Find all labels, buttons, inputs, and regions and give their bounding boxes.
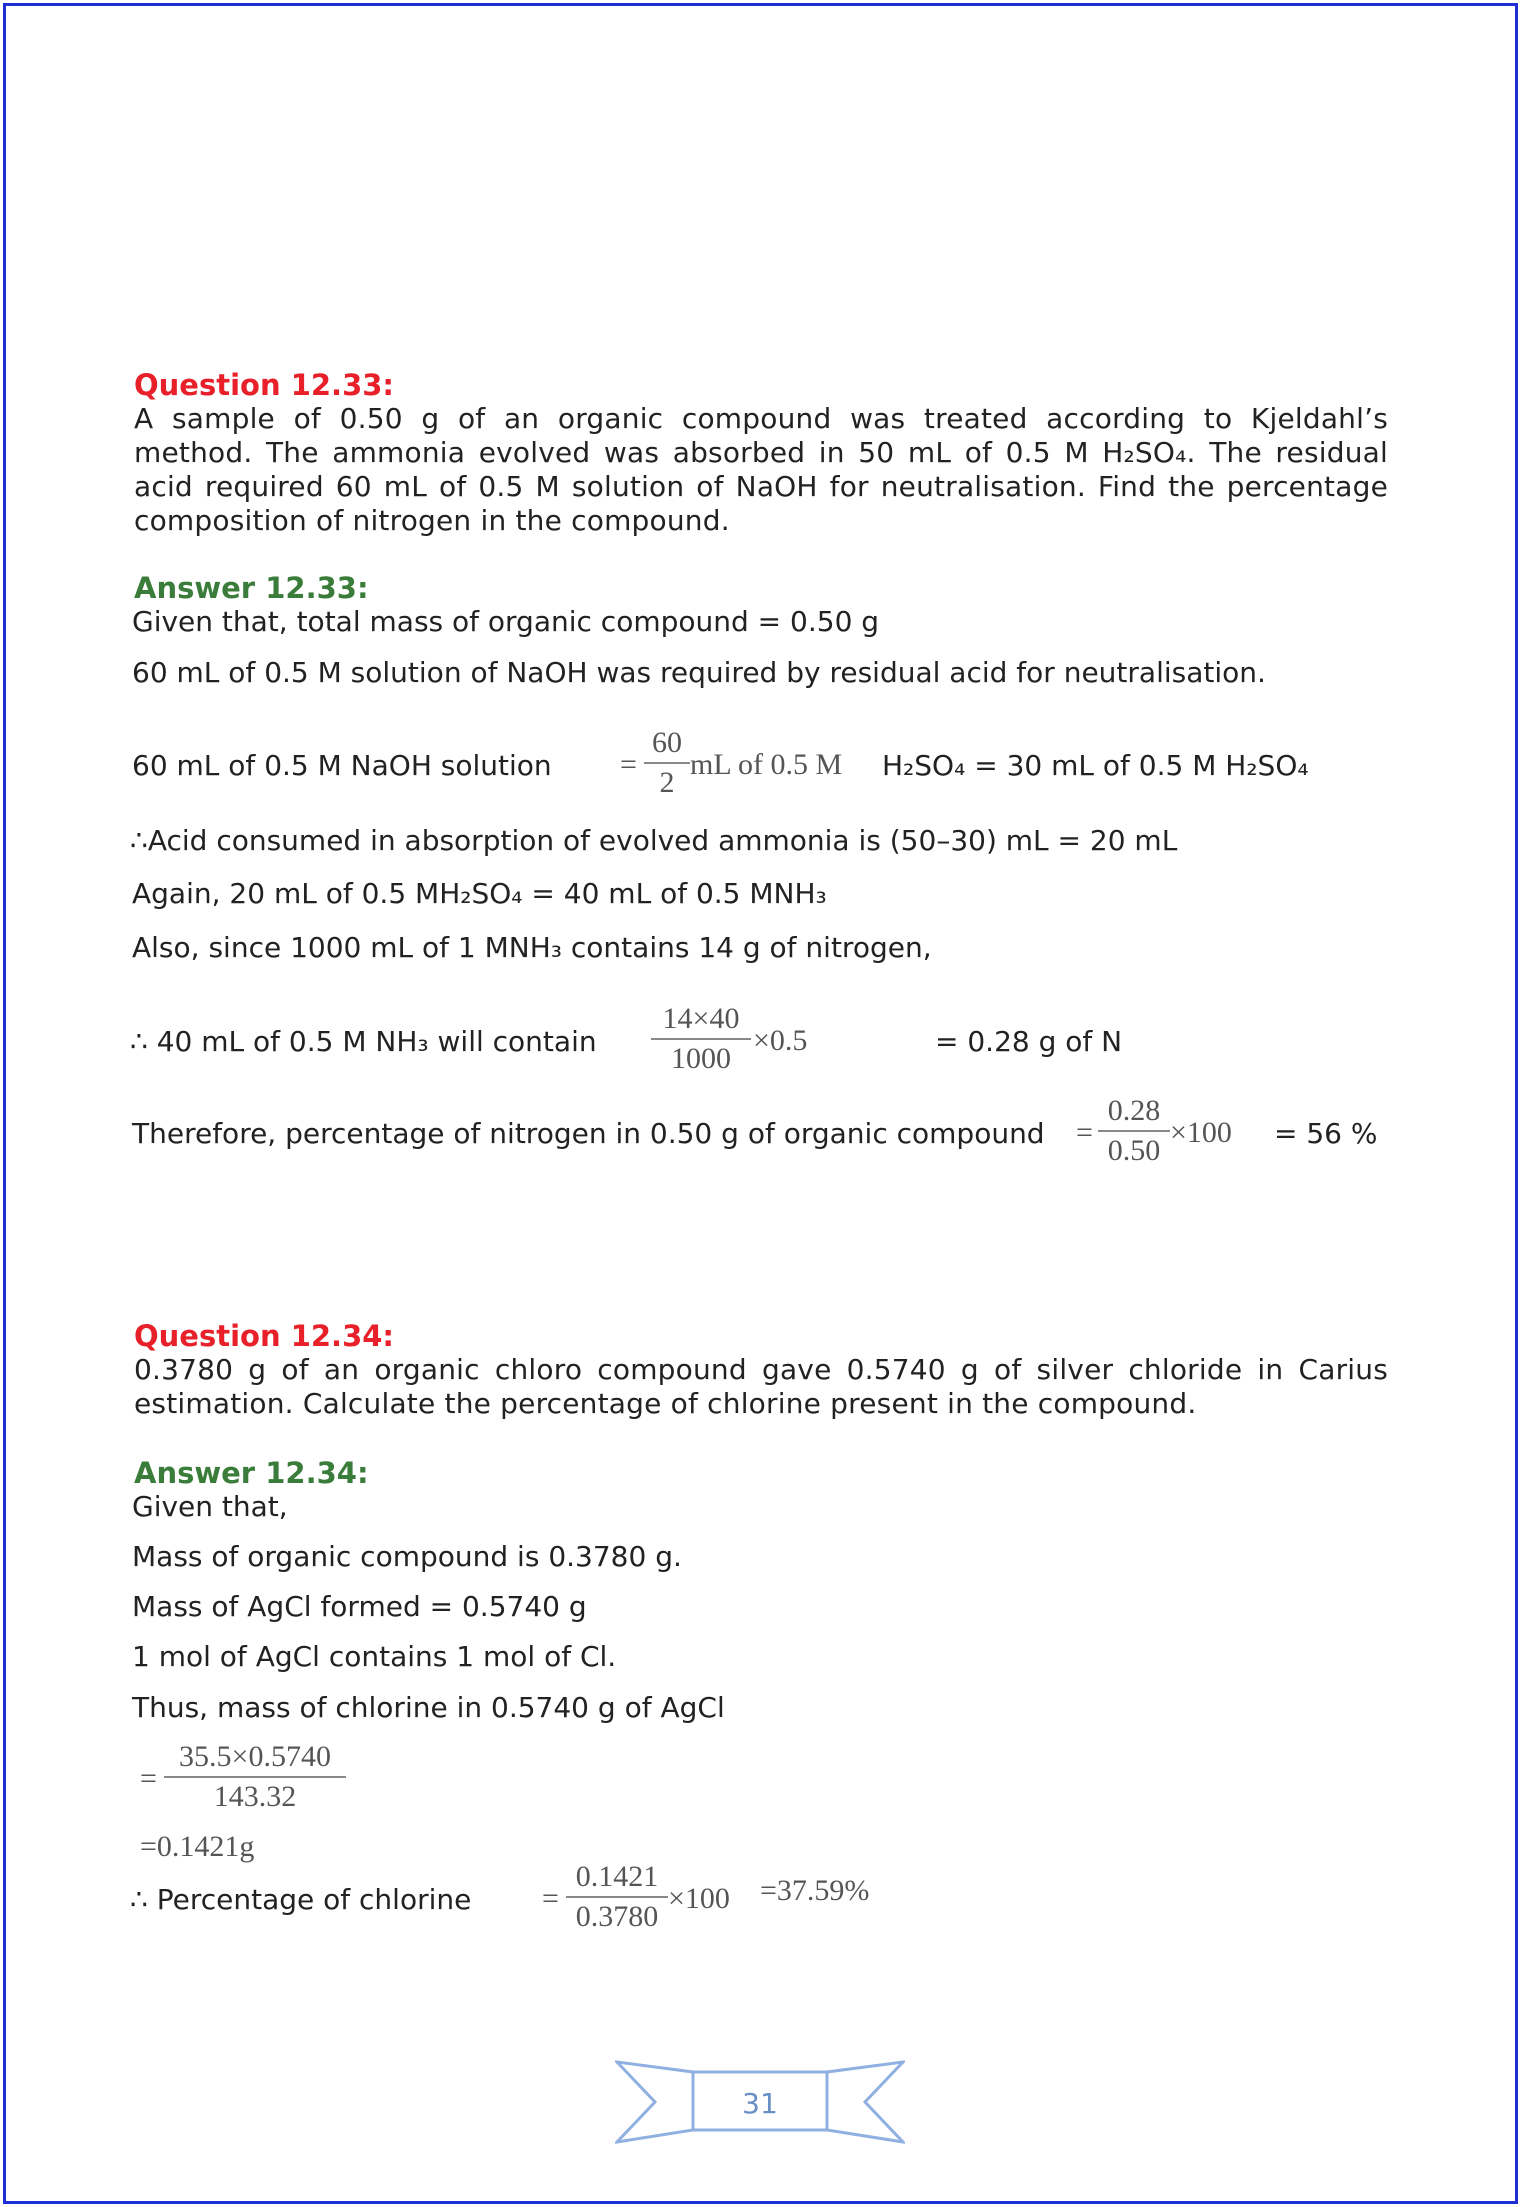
step6-equals: = bbox=[1076, 1116, 1093, 1149]
question-12-33-heading: Question 12.33: bbox=[134, 368, 395, 402]
step6-fraction bbox=[1098, 1094, 1170, 1168]
step5-multiplier: ×0.5 bbox=[753, 1024, 808, 1057]
answer-12-33-given: Given that, total mass of organic compound = 0.50 g bbox=[132, 605, 880, 638]
step6-numerator: 0.28 bbox=[1107, 1094, 1161, 1127]
fraction-bar bbox=[164, 1776, 346, 1778]
answer-12-33-line2: 60 mL of 0.5 M solution of NaOH was required by residual acid for neutralisation. bbox=[132, 656, 1266, 689]
fraction-bar bbox=[566, 1896, 668, 1898]
answer-12-34-heading: Answer 12.34: bbox=[134, 1456, 369, 1490]
chlorine-calc-result: =0.1421g bbox=[140, 1830, 255, 1863]
chlorine-pct-denominator: 0.3780 bbox=[575, 1900, 659, 1933]
fraction-bar bbox=[644, 762, 690, 764]
step6-result: = 56 % bbox=[1274, 1117, 1378, 1150]
step1-denominator: 2 bbox=[659, 766, 675, 799]
chlorine-pct-numerator: 0.1421 bbox=[575, 1860, 659, 1893]
step3: Again, 20 mL of 0.5 MH₂SO₄ = 40 mL of 0.5 MNH₃ bbox=[132, 877, 827, 910]
chlorine-pct-result: =37.59% bbox=[760, 1874, 870, 1907]
step6-multiplier: ×100 bbox=[1170, 1116, 1232, 1149]
step1-result: H₂SO₄ = 30 mL of 0.5 M H₂SO₄ bbox=[882, 749, 1309, 782]
step4: Also, since 1000 mL of 1 MNH₃ contains 14 g of nitrogen, bbox=[132, 931, 932, 964]
question-12-34-heading: Question 12.34: bbox=[134, 1319, 395, 1353]
question-12-33-text: A sample of 0.50 g of an organic compound was treated according to Kjeldahl’s method. The ammonia evolved was absorbed in 50 mL of 0.5 M H₂SO₄. The residual acid required 60 mL of 0.5 M solution of NaOH for neutralisation. Find the percentage composition of nitrogen in the compound. bbox=[134, 402, 1388, 537]
step5-result: = 0.28 g of N bbox=[935, 1025, 1123, 1058]
chlorine-calc-numerator: 35.5×0.5740 bbox=[179, 1740, 331, 1773]
chlorine-calc-denominator: 143.32 bbox=[213, 1780, 297, 1813]
answer-12-34-given: Given that, bbox=[132, 1490, 288, 1523]
answer-12-34-line4: Thus, mass of chlorine in 0.5740 g of AgCl bbox=[132, 1691, 725, 1724]
answer-12-34-line3: 1 mol of AgCl contains 1 mol of Cl. bbox=[132, 1640, 617, 1673]
answer-12-34-line2: Mass of AgCl formed = 0.5740 g bbox=[132, 1590, 587, 1623]
step5-denominator: 1000 bbox=[671, 1042, 731, 1075]
step1-equals: = bbox=[620, 748, 637, 781]
step5-label: ∴ 40 mL of 0.5 M NH₃ will contain bbox=[130, 1025, 597, 1058]
step1-suffix: mL of 0.5 M bbox=[690, 748, 843, 781]
page-number-badge bbox=[615, 2058, 905, 2150]
chlorine-calc-fraction bbox=[164, 1740, 346, 1814]
step2: ∴Acid consumed in absorption of evolved ammonia is (50–30) mL = 20 mL bbox=[130, 824, 1178, 857]
fraction-bar bbox=[1098, 1130, 1170, 1132]
step1-numerator: 60 bbox=[652, 726, 682, 759]
chlorine-pct-label: ∴ Percentage of chlorine bbox=[130, 1883, 472, 1916]
question-12-34-text: 0.3780 g of an organic chloro compound gave 0.5740 g of silver chloride in Carius estimation. Calculate the percentage of chlorine present in the compound. bbox=[134, 1353, 1388, 1420]
answer-12-34-line1: Mass of organic compound is 0.3780 g. bbox=[132, 1540, 682, 1573]
answer-12-33-heading: Answer 12.33: bbox=[134, 571, 369, 605]
step6-label: Therefore, percentage of nitrogen in 0.50 g of organic compound bbox=[132, 1117, 1045, 1150]
chlorine-calc-equals: = bbox=[140, 1762, 157, 1795]
step1-label: 60 mL of 0.5 M NaOH solution bbox=[132, 749, 552, 782]
chlorine-pct-fraction bbox=[566, 1860, 668, 1934]
step6-denominator: 0.50 bbox=[1107, 1134, 1161, 1167]
step5-fraction bbox=[651, 1002, 751, 1076]
chlorine-pct-multiplier: ×100 bbox=[668, 1882, 730, 1915]
fraction-bar bbox=[651, 1038, 751, 1040]
page-number: 31 bbox=[742, 2087, 778, 2120]
step5-numerator: 14×40 bbox=[662, 1002, 740, 1035]
step1-fraction bbox=[644, 726, 690, 800]
chlorine-pct-equals: = bbox=[542, 1882, 559, 1915]
